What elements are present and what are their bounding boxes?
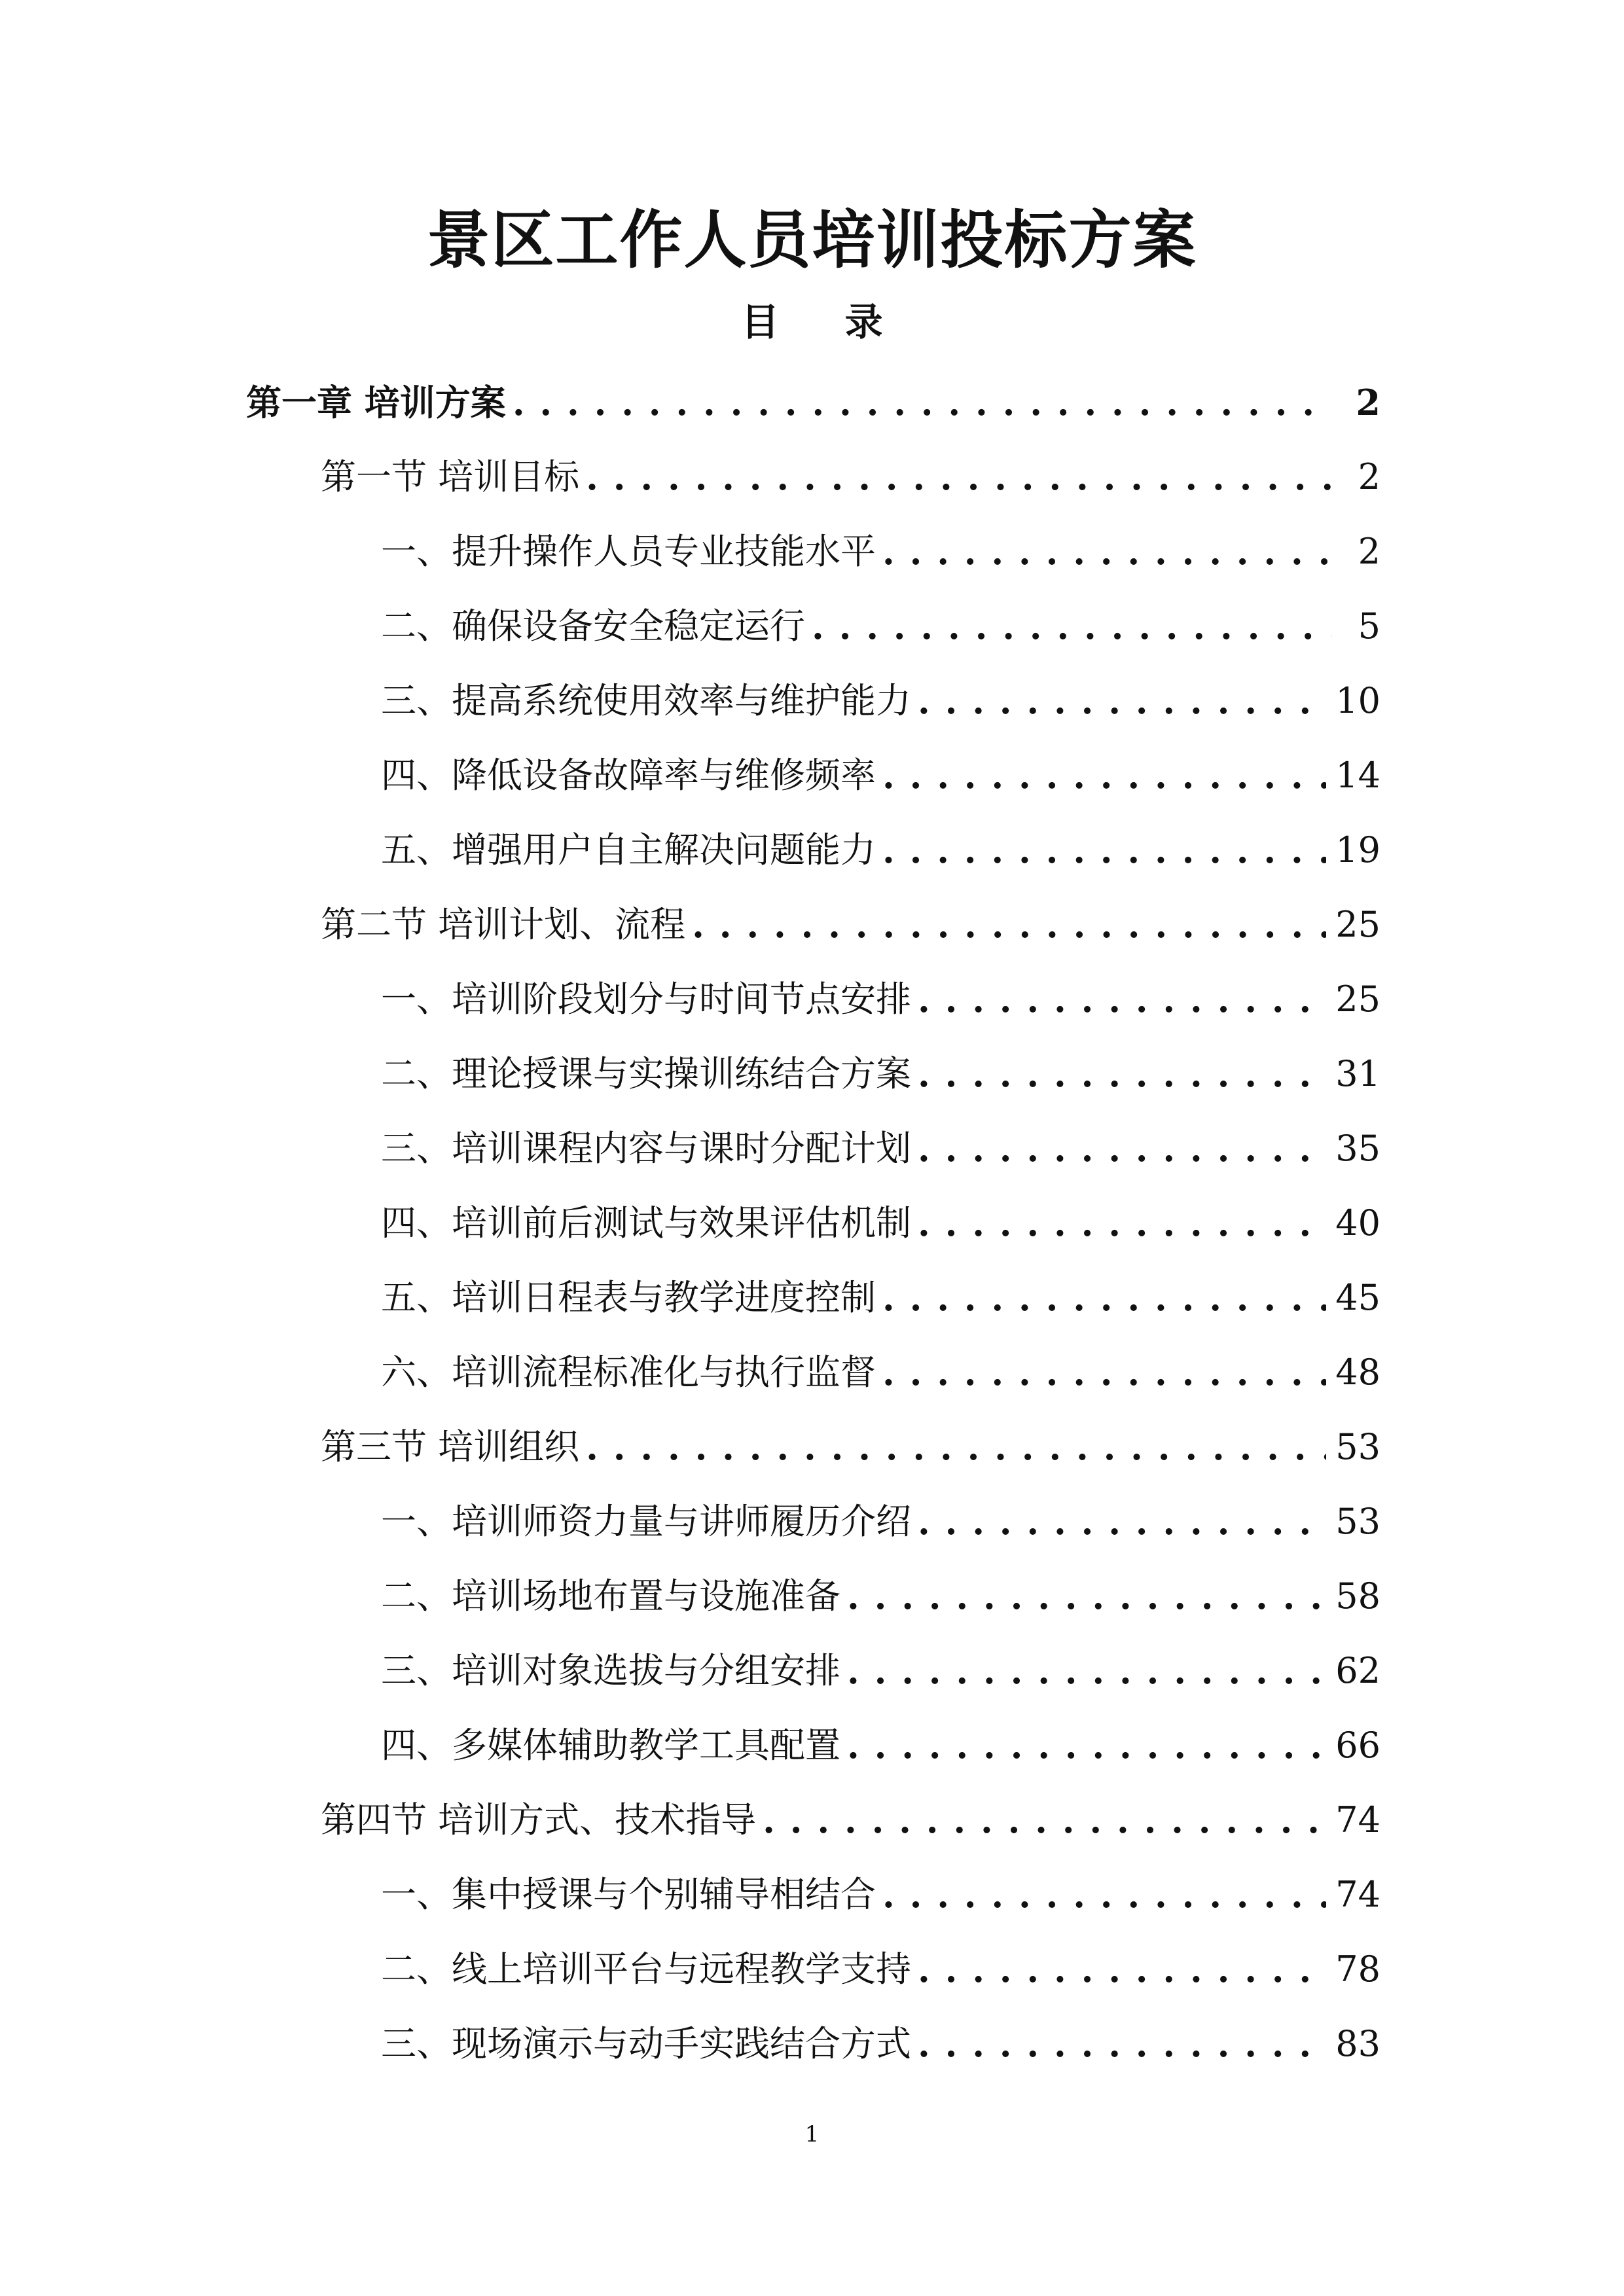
toc-subsection-entry[interactable]	[381, 1186, 1380, 1261]
toc-section-entry[interactable]	[321, 1410, 1380, 1484]
toc-entry-page: 78	[1335, 1948, 1380, 1990]
toc-entry-page: 5	[1358, 605, 1380, 647]
toc-chapter-entry[interactable]	[246, 365, 1380, 440]
toc-entry-label: 一、培训阶段划分与时间节点安排	[381, 978, 911, 1020]
document-title: 景区工作人员培训投标方案	[427, 203, 1197, 277]
toc-entry-label: 四、培训前后测试与效果评估机制	[381, 1202, 911, 1244]
toc-entry-label: 五、增强用户自主解决问题能力	[381, 829, 876, 870]
toc-entry-label: 一、提升操作人员专业技能水平	[381, 531, 876, 572]
toc-dot-leader	[918, 1037, 1326, 1111]
toc-entry-page: 74	[1335, 1799, 1380, 1840]
toc-subsection-entry[interactable]	[381, 962, 1380, 1037]
toc-entry-label: 二、培训场地布置与设施准备	[381, 1575, 840, 1617]
toc-entry-label: 一、集中授课与个别辅导相结合	[381, 1874, 876, 1915]
toc-dot-leader	[882, 813, 1326, 888]
toc-subsection-entry[interactable]	[381, 1559, 1380, 1634]
toc-dot-leader	[882, 1261, 1326, 1335]
toc-dot-leader	[918, 962, 1326, 1037]
toc-entry-page: 10	[1335, 680, 1380, 721]
toc-dot-leader	[882, 738, 1326, 813]
toc-heading: 目 录	[741, 300, 909, 344]
toc-entry-label: 三、现场演示与动手实践结合方式	[381, 2023, 911, 2064]
toc-dot-leader	[692, 888, 1326, 962]
toc-entry-label: 第一章 培训方案	[246, 382, 506, 423]
toc-entry-page: 2	[1358, 456, 1380, 497]
toc-dot-leader	[586, 440, 1332, 514]
toc-dot-leader	[847, 1634, 1326, 1708]
toc-entry-page: 35	[1335, 1128, 1380, 1169]
toc-dot-leader	[918, 1186, 1326, 1261]
toc-entry-page: 66	[1335, 1725, 1380, 1766]
toc-entry-label: 四、多媒体辅助教学工具配置	[381, 1725, 840, 1766]
toc-subsection-entry[interactable]	[381, 1634, 1380, 1708]
toc-entry-label: 三、培训对象选拔与分组安排	[381, 1650, 840, 1691]
toc-subsection-entry[interactable]	[381, 1111, 1380, 1186]
toc-dot-leader	[918, 2007, 1326, 2081]
toc-dot-leader	[847, 1708, 1326, 1783]
toc-entry-page: 25	[1335, 978, 1380, 1020]
toc-dot-leader	[882, 514, 1332, 589]
toc-entry-label: 三、提高系统使用效率与维护能力	[381, 680, 911, 721]
toc-dot-leader	[918, 1484, 1326, 1559]
toc-entry-label: 四、降低设备故障率与维修频率	[381, 755, 876, 796]
toc-entry-page: 2	[1358, 531, 1380, 572]
toc-subsection-entry[interactable]	[381, 738, 1380, 813]
toc-entry-page: 40	[1335, 1202, 1380, 1244]
toc-entry-page: 19	[1335, 829, 1380, 870]
toc-entry-label: 三、培训课程内容与课时分配计划	[381, 1128, 911, 1169]
toc-dot-leader	[763, 1783, 1326, 1857]
toc-subsection-entry[interactable]	[381, 664, 1380, 738]
toc-dot-leader	[918, 664, 1326, 738]
toc-entry-page: 25	[1335, 904, 1380, 945]
toc-entry-page: 74	[1335, 1874, 1380, 1915]
toc-entry-label: 第四节 培训方式、技术指导	[321, 1799, 757, 1840]
toc-entry-page: 53	[1335, 1501, 1380, 1542]
toc-entry-label: 一、培训师资力量与讲师履历介绍	[381, 1501, 911, 1542]
toc-subsection-entry[interactable]	[381, 1037, 1380, 1111]
toc-entry-label: 第二节 培训计划、流程	[321, 904, 686, 945]
toc-dot-leader	[812, 589, 1332, 664]
toc-dot-leader	[513, 365, 1332, 440]
toc-subsection-entry[interactable]	[381, 1932, 1380, 2007]
toc-section-entry[interactable]	[321, 440, 1380, 514]
toc-entry-label: 二、理论授课与实操训练结合方案	[381, 1053, 911, 1094]
toc-entry-label: 六、培训流程标准化与执行监督	[381, 1352, 876, 1393]
toc-subsection-entry[interactable]	[381, 1484, 1380, 1559]
toc-subsection-entry[interactable]	[381, 1708, 1380, 1783]
toc-subsection-entry[interactable]	[381, 514, 1380, 589]
toc-subsection-entry[interactable]	[381, 813, 1380, 888]
toc-subsection-entry[interactable]	[381, 1261, 1380, 1335]
page-number: 1	[804, 2121, 820, 2147]
toc-entry-page: 62	[1335, 1650, 1380, 1691]
toc-dot-leader	[918, 1111, 1326, 1186]
toc-entry-page: 53	[1335, 1426, 1380, 1467]
toc-entry-label: 第三节 培训组织	[321, 1426, 580, 1467]
toc-dot-leader	[847, 1559, 1326, 1634]
toc-dot-leader	[882, 1335, 1326, 1410]
toc-entry-page: 2	[1356, 382, 1380, 423]
toc-entry-label: 二、确保设备安全稳定运行	[381, 605, 805, 647]
toc-dot-leader	[586, 1410, 1326, 1484]
toc-entry-page: 48	[1335, 1352, 1380, 1393]
toc-entry-page: 58	[1335, 1575, 1380, 1617]
toc-subsection-entry[interactable]	[381, 1335, 1380, 1410]
toc-section-entry[interactable]	[321, 888, 1380, 962]
toc-entry-label: 二、线上培训平台与远程教学支持	[381, 1948, 911, 1990]
toc-dot-leader	[918, 1932, 1326, 2007]
toc-dot-leader	[882, 1857, 1326, 1932]
toc-entry-label: 第一节 培训目标	[321, 456, 580, 497]
toc-entry-page: 31	[1335, 1053, 1380, 1094]
toc-entry-page: 14	[1335, 755, 1380, 796]
toc-entry-page: 45	[1335, 1277, 1380, 1318]
toc-section-entry[interactable]	[321, 1783, 1380, 1857]
toc-entry-page: 83	[1335, 2023, 1380, 2064]
toc-subsection-entry[interactable]	[381, 1857, 1380, 1932]
toc-subsection-entry[interactable]	[381, 2007, 1380, 2081]
toc-subsection-entry[interactable]	[381, 589, 1380, 664]
toc-entry-label: 五、培训日程表与教学进度控制	[381, 1277, 876, 1318]
